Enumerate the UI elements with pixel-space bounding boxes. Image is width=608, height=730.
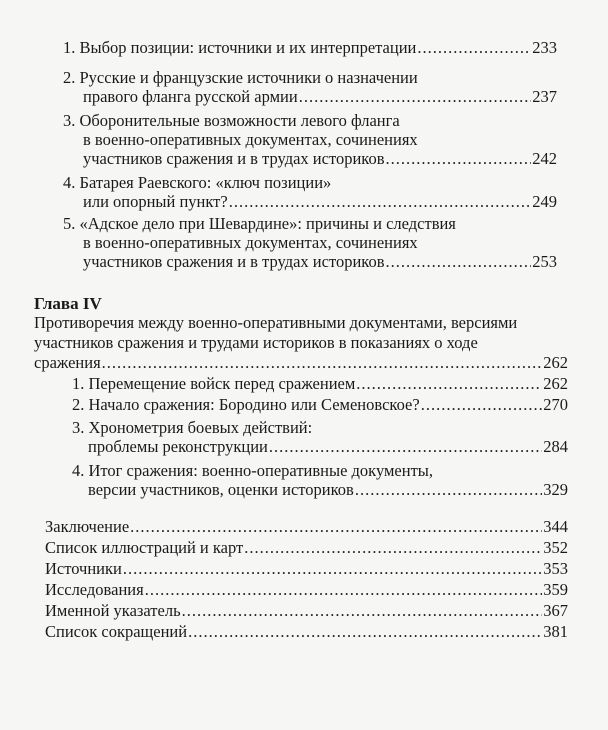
toc-entry-3-5-line xyxy=(83,252,557,272)
dot-leader xyxy=(244,538,542,558)
dot-leader xyxy=(130,517,542,537)
page-number: 353 xyxy=(543,559,568,578)
chapter-title-last-line xyxy=(34,353,568,373)
toc-entry-text: правого фланга русской армии xyxy=(83,87,298,106)
page-number: 359 xyxy=(543,580,568,599)
dot-leader xyxy=(102,353,543,373)
page-number: 344 xyxy=(543,517,568,536)
toc-entry-4-3-line xyxy=(88,437,568,457)
page-number: 262 xyxy=(543,374,568,393)
dot-leader xyxy=(417,38,531,58)
toc-entry-3-1-line xyxy=(63,38,557,58)
toc-entry-conclusion xyxy=(45,517,568,537)
toc-entry-name-index xyxy=(45,601,568,621)
page-number: 262 xyxy=(543,353,568,372)
toc-entry-text: Именной указатель xyxy=(45,601,181,620)
toc-entry-text: Список иллюстраций и карт xyxy=(45,538,244,557)
dot-leader xyxy=(299,87,532,107)
dot-leader xyxy=(123,559,542,579)
toc-entry-text: Заключение xyxy=(45,517,130,536)
toc-entry-abbreviations xyxy=(45,622,568,642)
page-number: 367 xyxy=(543,601,568,620)
toc-entry-text: 1. Выбор позиции: источники и их интерпретации xyxy=(63,38,417,57)
toc-entry-text: участников сражения и в трудах историков xyxy=(83,149,385,168)
dot-leader xyxy=(421,395,543,415)
page-number: 242 xyxy=(532,149,557,168)
toc-entry-text: 1. Перемещение войск перед сражением xyxy=(72,374,356,393)
toc-entry-research xyxy=(45,580,568,600)
chapter-title-line: участников сражения и трудами историков в показаниях о ходе xyxy=(34,333,478,352)
toc-entry-4-4-line xyxy=(88,480,568,500)
page-number: 233 xyxy=(532,38,557,57)
toc-entry-sources xyxy=(45,559,568,579)
chapter-title-line: сражения xyxy=(34,353,101,372)
toc-entry-text: Исследования xyxy=(45,580,144,599)
dot-leader xyxy=(355,480,542,500)
toc-entry-4-2-line xyxy=(72,395,568,415)
toc-entry-illustrations xyxy=(45,538,568,558)
toc-entry-text: 4. Итог сражения: военно-оперативные документы, xyxy=(72,461,433,480)
page-number: 284 xyxy=(543,437,568,456)
toc-entry-text: Список сокращений xyxy=(45,622,188,641)
toc-entry-text: 2. Начало сражения: Бородино или Семеновское? xyxy=(72,395,420,414)
toc-entry-3-4-line xyxy=(83,192,557,212)
page-number: 270 xyxy=(543,395,568,414)
toc-entry-text: проблемы реконструкции xyxy=(88,437,268,456)
toc-entry-text: 5. «Адское дело при Шевардине»: причины и следствия xyxy=(63,214,456,233)
toc-entry-text: 3. Хронометрия боевых действий: xyxy=(72,418,313,437)
chapter-heading: Глава IV xyxy=(34,294,102,313)
toc-entry-3-2-line xyxy=(83,87,557,107)
toc-entry-4-1-line xyxy=(72,374,568,394)
toc-entry-text: участников сражения и в трудах историков xyxy=(83,252,385,271)
page-number: 253 xyxy=(532,252,557,271)
page-number: 352 xyxy=(543,538,568,557)
toc-entry-text: 2. Русские и французские источники о назначении xyxy=(63,68,418,87)
toc-entry-text: или опорный пункт? xyxy=(83,192,228,211)
dot-leader xyxy=(229,192,532,212)
toc-entry-text: Источники xyxy=(45,559,122,578)
dot-leader xyxy=(188,622,542,642)
toc-entry-text: в военно-оперативных документах, сочинениях xyxy=(83,233,418,252)
page-number: 329 xyxy=(543,480,568,499)
dot-leader xyxy=(145,580,543,600)
dot-leader xyxy=(269,437,542,457)
dot-leader xyxy=(356,374,542,394)
page-number: 237 xyxy=(532,87,557,106)
chapter-title-line: Противоречия между военно-оперативными документами, версиями xyxy=(34,313,518,332)
toc-entry-text: 4. Батарея Раевского: «ключ позиции» xyxy=(63,173,332,192)
dot-leader xyxy=(182,601,543,621)
dot-leader xyxy=(386,149,532,169)
toc-entry-text: в военно-оперативных документах, сочинениях xyxy=(83,130,418,149)
toc-entry-text: версии участников, оценки историков xyxy=(88,480,354,499)
toc-entry-3-3-line xyxy=(83,149,557,169)
page-number: 381 xyxy=(543,622,568,641)
page-number: 249 xyxy=(532,192,557,211)
toc-entry-text: 3. Оборонительные возможности левого фланга xyxy=(63,111,400,130)
dot-leader xyxy=(386,252,532,272)
